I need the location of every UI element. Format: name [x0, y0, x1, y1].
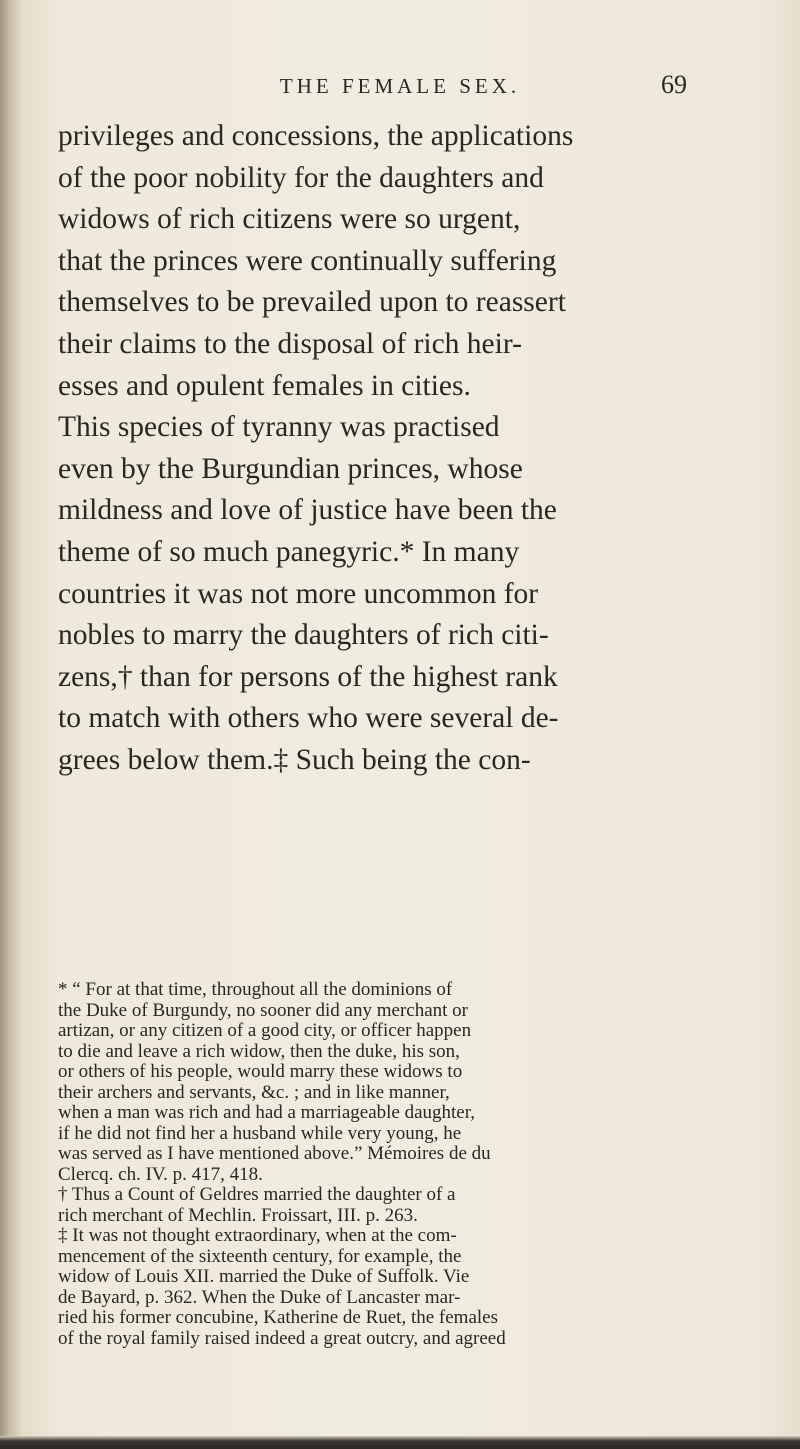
- footnote-line: to die and leave a rich widow, then the duke, his son,: [58, 1040, 460, 1062]
- footnote-line: * “ For at that time, throughout all the dominions of: [58, 979, 453, 1000]
- footnote-line: of the royal family raised indeed a great outcry, and agreed: [58, 1327, 506, 1349]
- body-line: mildness and love of justice have been the: [58, 494, 557, 527]
- body-line: their claims to the disposal of rich heir-: [58, 327, 522, 360]
- body-line: that the princes were continually suffering: [58, 244, 557, 277]
- page-gutter-shadow: [0, 0, 22, 1449]
- footnote-line: was served as I have mentioned above.” Mémoires de du: [58, 1143, 491, 1164]
- footnote-line: ried his former concubine, Katherine de Ruet, the females: [58, 1307, 498, 1328]
- body-line: countries it was not more uncommon for: [58, 577, 539, 610]
- footnote-line: or others of his people, would marry these widows to: [58, 1061, 463, 1082]
- footnote-line: widow of Louis XII. married the Duke of Suffolk. Vie: [58, 1266, 470, 1287]
- footnote-line: artizan, or any citizen of a good city, or officer happen: [58, 1020, 472, 1041]
- footnote-line: Clercq. ch. IV. p. 417, 418.: [58, 1163, 263, 1185]
- running-head: THE FEMALE SEX.: [279, 74, 521, 98]
- footnote-line: de Bayard, p. 362. When the Duke of Lancaster mar-: [58, 1286, 461, 1308]
- footnote-line: rich merchant of Mechlin. Froissart, III. p. 263.: [58, 1204, 418, 1226]
- main-text: [58, 116, 758, 782]
- body-line: This species of tyranny was practised: [58, 411, 500, 444]
- body-line: of the poor nobility for the daughters and: [58, 161, 544, 194]
- body-line: themselves to be prevailed upon to reassert: [58, 286, 566, 319]
- footnote-line: mencement of the sixteenth century, for example, the: [58, 1245, 462, 1267]
- page-bottom-edge: [0, 1436, 800, 1449]
- page-number: 69: [661, 70, 687, 99]
- body-line: theme of so much panegyric.* In many: [58, 535, 520, 568]
- body-line: widows of rich citizens were so urgent,: [58, 203, 521, 236]
- footnote-line: if he did not find her a husband while very young, he: [58, 1122, 462, 1144]
- footnote-line: ‡ It was not thought extraordinary, when at the com-: [58, 1225, 457, 1246]
- body-line: esses and opulent females in cities.: [58, 369, 471, 402]
- body-line: zens,† than for persons of the highest rank: [58, 660, 558, 693]
- page-header: [0, 68, 800, 104]
- body-line: privileges and concessions, the applications: [58, 120, 574, 152]
- body-line: nobles to marry the daughters of rich citi-: [58, 619, 549, 652]
- body-line: even by the Burgundian princes, whose: [58, 452, 523, 485]
- body-line: to match with others who were several de-: [58, 702, 559, 735]
- footnote-line: when a man was rich and had a marriageable daughter,: [58, 1102, 476, 1123]
- footnotes: [58, 980, 758, 1349]
- footnote-line: the Duke of Burgundy, no sooner did any merchant or: [58, 999, 468, 1021]
- footnote-line: their archers and servants, &c. ; and in like manner,: [58, 1081, 450, 1103]
- footnote-line: † Thus a Count of Geldres married the daughter of a: [58, 1184, 456, 1205]
- body-line: grees below them.‡ Such being the con-: [58, 743, 531, 776]
